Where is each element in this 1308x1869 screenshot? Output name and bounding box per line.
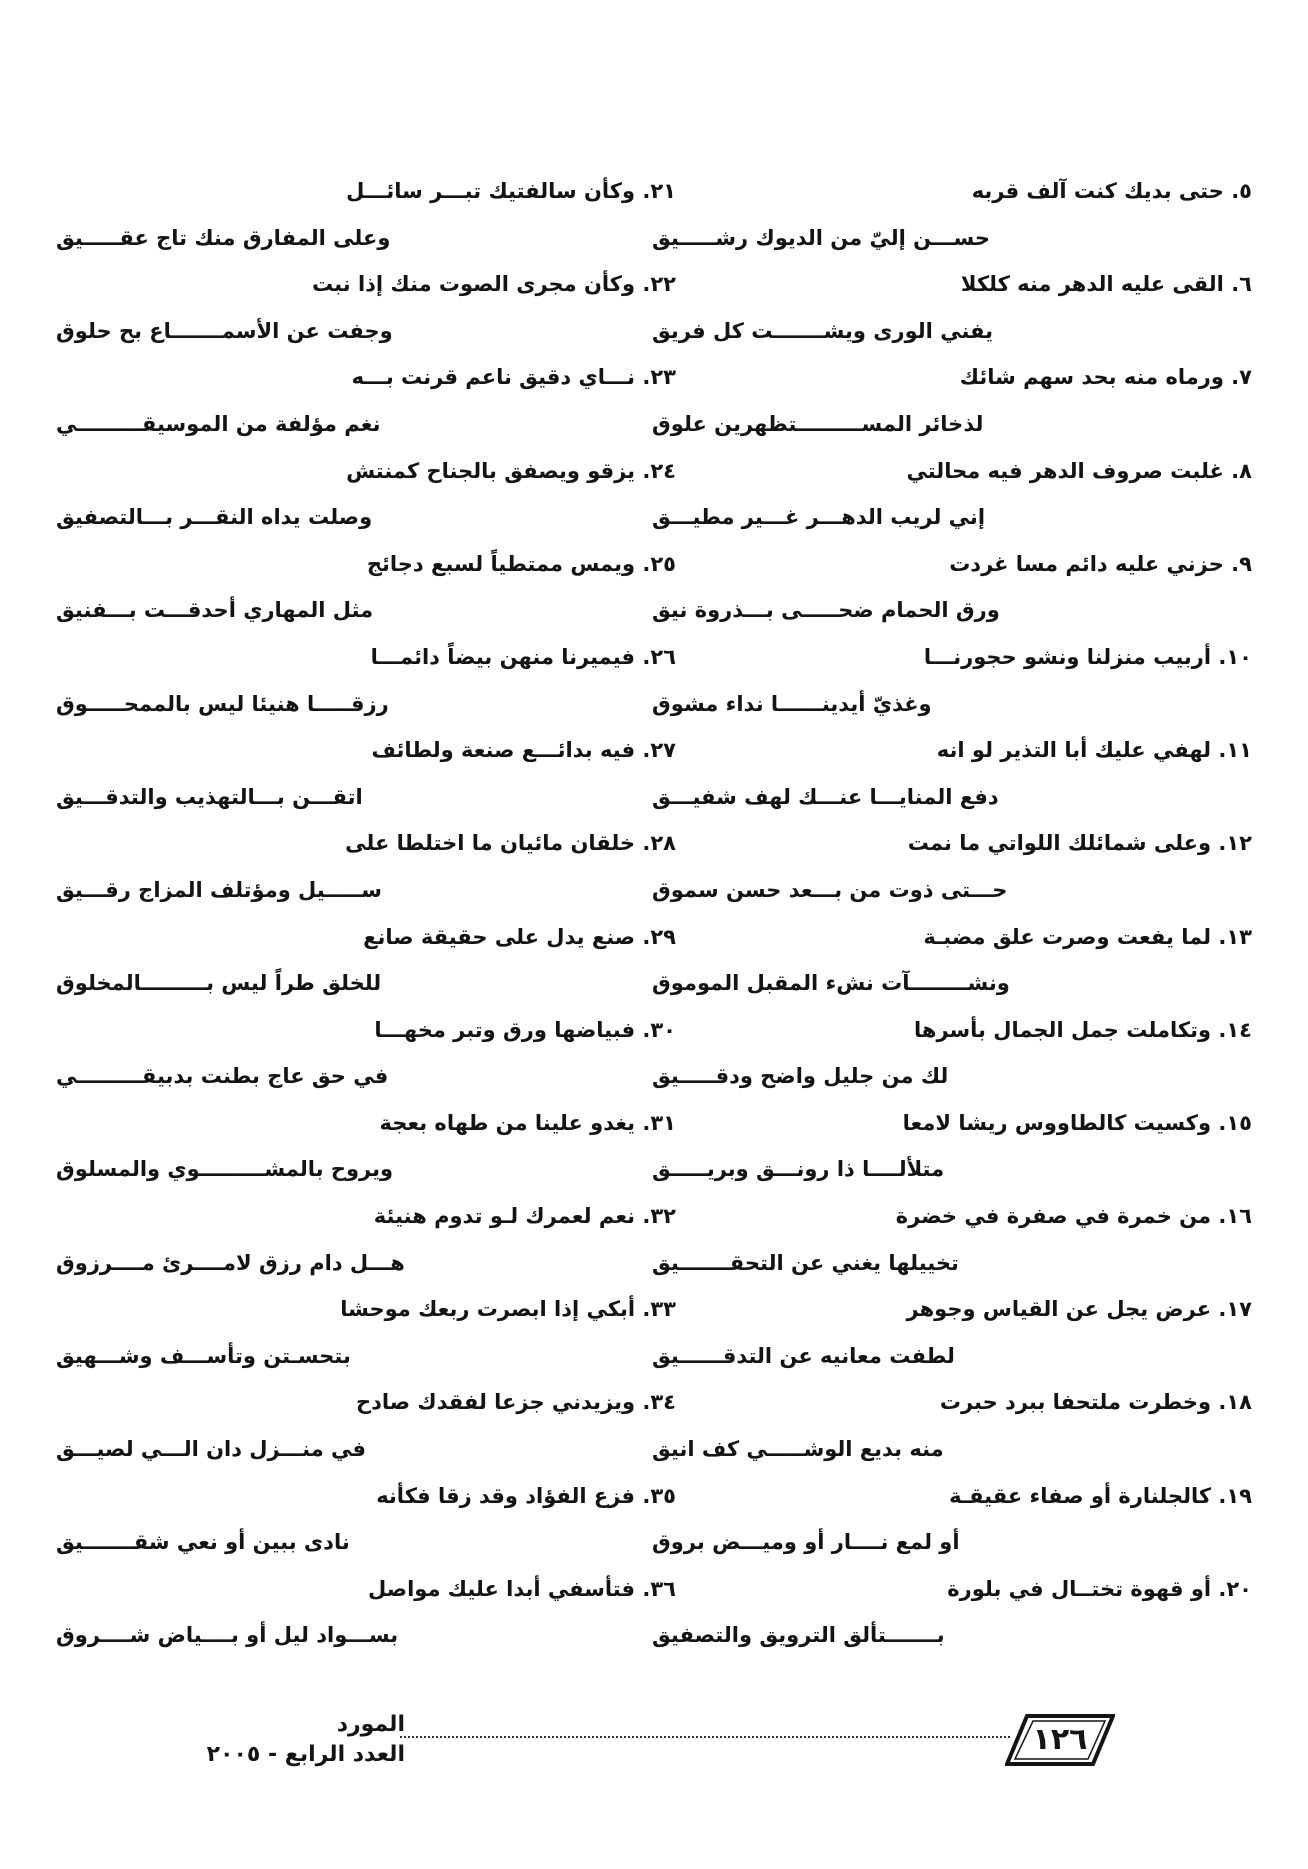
verse-second-hemistich: دفع المنايـــا عنـــك لهف شفيـــق [652, 784, 999, 809]
verse-second-hemistich: وعلى المفارق منك تاج عقـــــيق [56, 225, 391, 250]
verse-second-hemistich: إني لريب الدهـــر غـــير مطيـــق [652, 505, 986, 530]
verse-second-hemistich: لذخائر المســـــــــتظهرين علوق [652, 411, 984, 436]
verse-second-hemistich: حســـن إليّ من الديوك رشـــــيق [652, 225, 991, 250]
verse-second-hemistich: بـــــــتألق الترويق والتصفيق [652, 1623, 945, 1648]
page-footer [0, 1690, 1308, 1810]
verse-second-hemistich: بســـواد ليل أو بــــياض شــــروق [56, 1623, 399, 1648]
poem-column-right [652, 168, 1252, 1659]
verse-second-hemistich: في حق عاج بطنت بدبيقـــــــــي [56, 1064, 389, 1089]
verse-first-hemistich: ٢٠. أو قهوة تختــال في بلورة [947, 1576, 1252, 1601]
verse-second-hemistich: رزقـــــا هنيئا ليس بالممحـــــوق [56, 691, 389, 716]
verse-first-hemistich: ٢٤. يزقو ويصفق بالجناح كمنتش [346, 458, 676, 483]
verse-second-hemistich: اتقـــن بـــالتهذيب والتدقـــيق [56, 784, 363, 809]
verse-second-hemistich: حـــتى ذوت من بـــعد حسن سموق [652, 877, 1008, 902]
verse-first-hemistich: ١٣. لما يفعت وصرت علق مضبـة [923, 924, 1252, 949]
verse-second-hemistich: متلألــــا ذا رونـــق وبريـــــق [652, 1157, 945, 1182]
verse-first-hemistich: ٦. القى عليه الدهر منه كلكلا [960, 272, 1252, 297]
verse-first-hemistich: ١٩. كالجلنارة أو صفاء عقيقـة [949, 1483, 1252, 1508]
verse-first-hemistich: ٣٥. فزع الفؤاد وقد زقا فكأنه [376, 1483, 676, 1508]
verse-first-hemistich: ٣٢. نعم لعمرك لـو تدوم هنيئة [373, 1204, 676, 1229]
verse-second-hemistich: وجفت عن الأسمـــــــاع بح حلوق [56, 318, 393, 343]
verse-first-hemistich: ٢٩. صنع يدل على حقيقة صانع [363, 924, 676, 949]
verse-first-hemistich: ١٦. من خمرة في صفرة في خضرة [895, 1204, 1252, 1229]
verse-first-hemistich: ٢١. وكأن سالفتيك تبـــر سائـــل [346, 179, 676, 203]
verse-first-hemistich: ١٤. وتكاملت جمل الجمال بأسرها [914, 1017, 1252, 1042]
verse-first-hemistich: ١٠. أربيب منزلنا ونشو حجورنـــا [923, 644, 1252, 669]
verse-first-hemistich: ٢٨. خلقان مائيان ما اختلطا على [345, 831, 676, 856]
verse-second-hemistich: ورق الحمام ضحـــــى بـــذروة نيق [652, 598, 1000, 623]
verse-first-hemistich: ١٥. وكسيت كالطاووس ريشا لامعا [902, 1110, 1252, 1135]
verse-second-hemistich: أو لمع نــــار أو وميـــض بروق [652, 1530, 960, 1555]
verse-first-hemistich: ٢٧. فيه بدائـــع صنعة ولطائف [371, 738, 676, 763]
verse-first-hemistich: ١٨. وخطرت ملتحفا ببرد حبرت [939, 1390, 1252, 1415]
verse-first-hemistich: ٩. حزني عليه دائم مسا غردت [949, 551, 1252, 576]
page-number-frame [1005, 1712, 1115, 1768]
verse-first-hemistich: ٣٠. فبياضها ورق وتبر مخهـــا [374, 1017, 676, 1042]
verse-first-hemistich: ٢٦. فيميرنا منهن بيضاً دائمـــا [370, 644, 676, 669]
verse-first-hemistich: ٥. حتى بديك كنت آلف قربه [971, 179, 1252, 203]
verse-second-hemistich: ويروح بالمشـــــــــوي والمسلوق [56, 1157, 394, 1182]
verse-second-hemistich: ونشــــــــآت نشء المقبل الموموق [652, 971, 1010, 996]
verse-first-hemistich: ١١. لهفي عليك أبا التذير لو انه [936, 738, 1252, 763]
verse-second-hemistich: لطفت معانيه عن التدقــــــيق [652, 1343, 955, 1368]
poem-column-left [56, 168, 676, 1659]
verse-second-hemistich: للخلق طراً ليس بـــــــــالمخلوق [56, 971, 382, 996]
verse-second-hemistich: بتحسـتن وتأســـف وشـــهيق [56, 1343, 351, 1368]
magazine-info [165, 1710, 405, 1770]
verse-second-hemistich: ســـــيل ومؤتلف المزاج رقـــيق [56, 877, 382, 902]
verse-first-hemistich: ٣٣. أبكي إذا ابصرت ربعك موحشا [340, 1297, 676, 1322]
verse-second-hemistich: نغم مؤلفة من الموسيقـــــــــي [56, 411, 381, 436]
verse-second-hemistich: تخييلها يغني عن التحقـــــــيق [652, 1250, 959, 1275]
verse-second-hemistich: نادى ببين أو نعي شقـــــــيق [56, 1530, 350, 1555]
verse-second-hemistich: وغذيّ أيدينــــــا نداء مشوق [652, 691, 932, 716]
verse-first-hemistich: ١٢. وعلى شمائلك اللواتي ما نمت [907, 831, 1252, 856]
issue-label: العدد الرابع - ٢٠٠٥ [206, 1742, 405, 1767]
verse-first-hemistich: ٢٣. نـــاي دقيق ناعم قرنت بـــه [351, 365, 676, 390]
verse-first-hemistich: ٢٥. ويمس ممتطياً لسبع دجائج [366, 551, 676, 576]
verse-second-hemistich: وصلت يداه النقـــر بـــالتصفيق [56, 505, 373, 530]
verse-second-hemistich: منه بديع الوشـــــي كف انيق [652, 1437, 944, 1462]
verse-second-hemistich: لك من جليل واضح ودقـــــيق [652, 1064, 949, 1089]
verse-second-hemistich: يفني الورى ويشـــــــت كل فريق [652, 318, 994, 343]
verse-second-hemistich: مثل المهاري أحدقـــت بـــفنيق [56, 598, 374, 623]
verse-first-hemistich: ٣١. يغدو علينا من طهاه بعجة [379, 1110, 676, 1135]
footer-dotted-rule [400, 1736, 1010, 1738]
verse-first-hemistich: ٧. ورماه منه بحد سهم شائك [959, 365, 1252, 390]
verse-first-hemistich: ٣٤. ويزيدني جزعا لفقدك صادح [355, 1390, 676, 1415]
verse-first-hemistich: ٣٦. فتأسفي أبدا عليك مواصل [368, 1576, 676, 1601]
page-number: ١٢٦ [1032, 1722, 1088, 1757]
magazine-name: المورد [336, 1712, 405, 1737]
verse-first-hemistich: ٨. غلبت صروف الدهر فيه محالتي [906, 458, 1252, 483]
verse-second-hemistich: هـــل دام رزق لامــــرئ مــــرزوق [56, 1250, 405, 1275]
verse-second-hemistich: في منـــزل دان الـــي لصيـــق [56, 1437, 367, 1462]
verse-first-hemistich: ١٧. عرض يجل عن القياس وجوهر [906, 1297, 1252, 1322]
verse-first-hemistich: ٢٢. وكأن مجرى الصوت منك إذا نبت [311, 272, 676, 297]
